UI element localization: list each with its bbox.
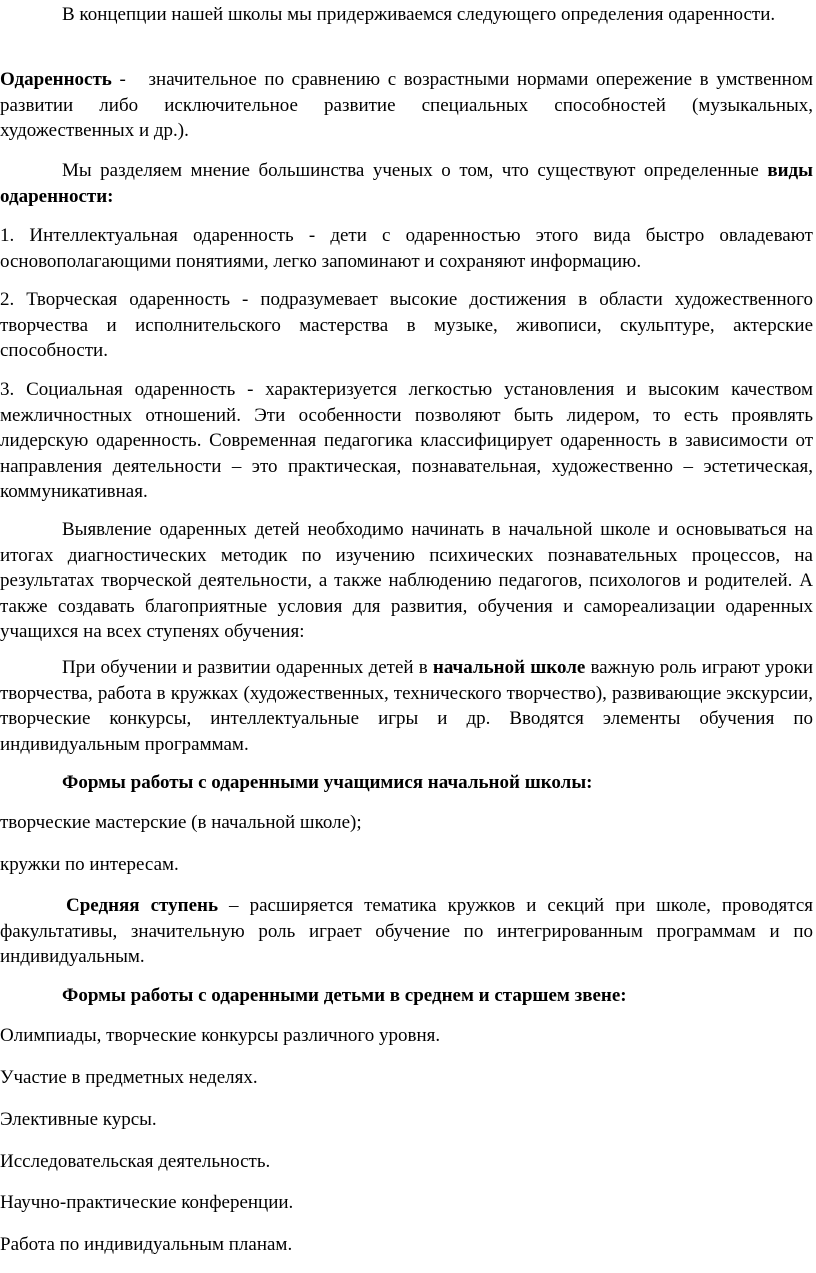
- middle-form-item: Научно-практические конференции.: [0, 1192, 294, 1213]
- middle-forms-heading: Формы работы с одаренными детьми в среднем и старшем звене:: [62, 985, 627, 1006]
- primary-bold: начальной школе: [432, 657, 586, 678]
- definition-term: Одаренность: [0, 69, 112, 90]
- primary-before: При обучении и развитии одаренных детей в: [62, 657, 433, 678]
- primary-forms-heading: Формы работы с одаренными учащимися начальной школы:: [62, 772, 593, 793]
- primary-form-item: творческие мастерские (в начальной школе);: [0, 812, 362, 833]
- definition-text: значительное по сравнению с возрастными нормами опережение в умственном развитии либо исключительное развитие специальных способностей (музыкальных, художественных и др.).: [0, 69, 813, 142]
- type-item-intellectual: 1. Интеллектуальная одаренность - дети с одаренностью этого вида быстро овладевают основополагающими понятиями, легко запоминают и сохраняют информацию.: [0, 225, 813, 272]
- type-item-social: 3. Социальная одаренность - характеризуется легкостью установления и высоким качеством межличностных отношений. Эти особенности позволяют быть лидером, то есть проявлять лидерскую одаренность. Современная педагогика классифицирует одаренность в зависимости от направления деятельности – это практическая, познавательная, художественно – эстетическая, коммуникативная.: [0, 379, 813, 503]
- primary-after: важную роль играют уроки творчества, работа в кружках (художественных, технического творчество), развивающие экскурсии, творческие конкурсы, интеллектуальные игры и др. Вводятся элементы обучения по индивидуальным программам.: [0, 657, 813, 755]
- identification-paragraph: Выявление одаренных детей необходимо начинать в начальной школе и основываться на итогах диагностических методик по изучению психических познавательных процессов, на результатах творческой деятельности, а также наблюдению педагогов, психологов и родителей. А также создавать благоприятные условия для развития, обучения и самореализации одаренных учащихся на всех ступенях обучения:: [0, 519, 813, 643]
- middle-text: – расширяется тематика кружков и секций при школе, проводятся факультативы, значительную роль играет обучение по интегрированным программам и по индивидуальным.: [0, 895, 814, 968]
- types-intro-paragraph: [0, 158, 813, 209]
- middle-form-item: Работа по индивидуальным планам.: [0, 1234, 293, 1255]
- types-intro-bold: виды одаренности:: [0, 160, 813, 207]
- middle-bold: Средняя ступень: [66, 895, 219, 916]
- type-item-creative: 2. Творческая одаренность - подразумевает высокие достижения в области художественного творчества и исполнительского мастерства в музыке, живописи, скульптуре, актерские способности.: [0, 289, 813, 362]
- primary-school-paragraph: [0, 655, 813, 757]
- middle-form-item: Участие в предметных неделях.: [0, 1067, 258, 1088]
- middle-form-item: Исследовательская деятельность.: [0, 1151, 271, 1172]
- middle-form-item: Олимпиады, творческие конкурсы различного уровня.: [0, 1025, 441, 1046]
- definition-paragraph: [0, 67, 813, 144]
- intro-paragraph: В концепции нашей школы мы придерживаемся следующего определения одаренности.: [62, 4, 776, 25]
- middle-school-paragraph: [0, 893, 813, 970]
- definition-separator: -: [111, 69, 134, 90]
- types-intro-text: Мы разделяем мнение большинства ученых о том, что существуют определенные: [62, 160, 768, 181]
- middle-form-item: Элективные курсы.: [0, 1109, 157, 1130]
- primary-form-item: кружки по интересам.: [0, 854, 179, 875]
